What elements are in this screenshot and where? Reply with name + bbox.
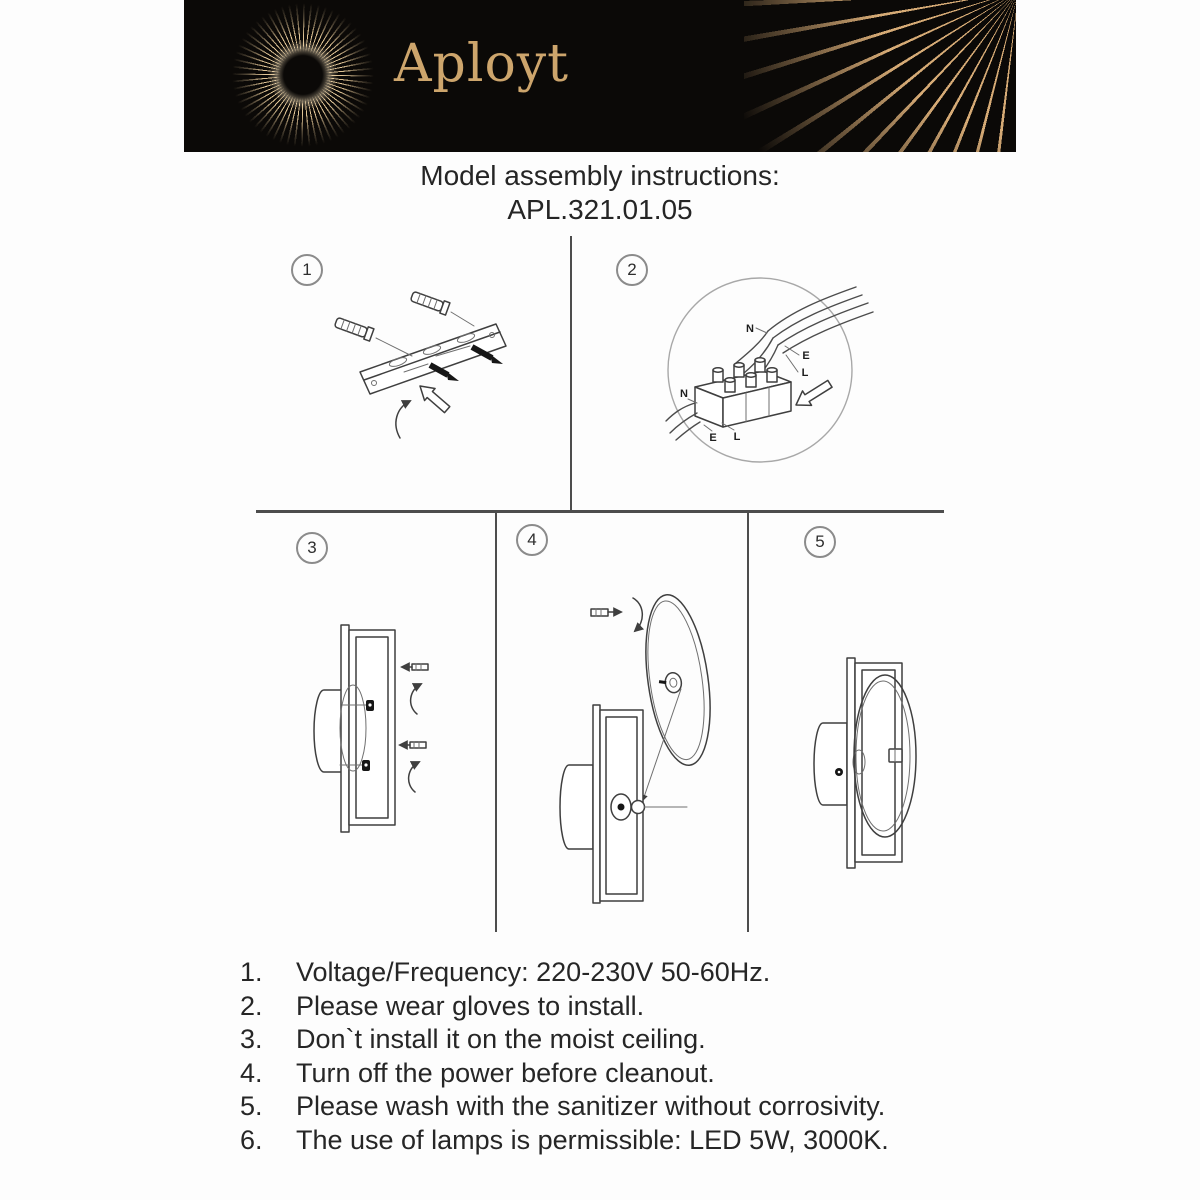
fixing-screw: [591, 609, 621, 616]
step-3-diagram: [300, 610, 470, 850]
step-1-diagram: [300, 290, 560, 465]
rotate-arrow-icon: [411, 684, 421, 714]
page-title: Model assembly instructions:: [420, 160, 780, 191]
rotate-arrow-icon: [633, 598, 642, 631]
step-4-diagram: [545, 585, 745, 915]
wall-anchor: [410, 290, 450, 315]
step-2-diagram: [640, 275, 900, 475]
list-item-text: Please wear gloves to install.: [296, 990, 645, 1021]
step-4-badge: 4: [516, 524, 548, 556]
alignment-leader: [643, 689, 681, 800]
wall-canopy: [560, 765, 593, 849]
step-1-badge: 1: [291, 254, 323, 286]
fixing-screw: [402, 664, 428, 670]
wire-label-n-bottom: N: [680, 388, 688, 400]
model-number: APL.321.01.05: [507, 194, 693, 225]
step-2-badge: 2: [616, 254, 648, 286]
list-item-number: 6.: [240, 1124, 263, 1155]
list-item-number: 1.: [240, 957, 263, 988]
hub-and-washer: [611, 794, 687, 820]
wall-anchor: [334, 316, 374, 341]
list-item: [232, 1124, 889, 1158]
frame-nut: [889, 749, 902, 762]
brand-name: Aployt: [394, 34, 570, 94]
list-item-number: 2.: [240, 990, 263, 1021]
ray-fan-decoration-icon: [744, 0, 1016, 152]
rotate-arrow-icon: [409, 762, 419, 792]
list-item: [232, 1057, 889, 1091]
wire-label-l-bottom: L: [733, 431, 741, 443]
brand-banner: [184, 0, 1016, 152]
mounting-bracket: [360, 324, 506, 394]
wall-canopy: [814, 723, 847, 805]
divider-vertical-top: [570, 236, 572, 512]
divider-vertical-left: [495, 513, 497, 932]
fixing-screw: [400, 742, 426, 748]
list-item-text: Voltage/Frequency: 220-230V 50-60Hz.: [296, 957, 771, 988]
starburst-glow: [268, 40, 338, 110]
list-item-text: Don`t install it on the moist ceiling.: [296, 1024, 706, 1055]
list-item-text: The use of lamps is permissible: LED 5W, 3000K.: [296, 1124, 889, 1155]
divider-vertical-right: [747, 513, 749, 932]
connect-direction-arrow-icon: [791, 377, 834, 413]
terminal-block: [695, 358, 791, 427]
step-3-badge: 3: [296, 532, 328, 564]
step-5-badge: 5: [804, 526, 836, 558]
instruction-list: [232, 956, 889, 1157]
list-item-number: 5.: [240, 1091, 263, 1122]
step-5-diagram: [805, 650, 940, 875]
wire-label-n-top: N: [746, 323, 754, 335]
disc-shade: [636, 591, 719, 770]
rotate-arrow-icon: [396, 401, 410, 438]
wire-label-l-top: L: [801, 367, 809, 379]
list-item: [232, 956, 889, 990]
list-item: [232, 990, 889, 1024]
list-item-text: Turn off the power before cleanout.: [296, 1057, 715, 1088]
list-item-number: 4.: [240, 1057, 263, 1088]
list-item-text: Please wash with the sanitizer without corrosivity.: [296, 1091, 886, 1122]
wall-plate: [341, 625, 349, 832]
wire-label-e-top: E: [802, 350, 810, 362]
wire-label-e-bottom: E: [709, 432, 717, 444]
insert-direction-arrow-icon: [415, 380, 453, 416]
wall-plate: [593, 705, 600, 903]
lamp-frame: [349, 630, 395, 825]
divider-horizontal: [256, 510, 944, 513]
list-item-number: 3.: [240, 1024, 263, 1055]
list-item: [232, 1023, 889, 1057]
list-item: [232, 1090, 889, 1124]
